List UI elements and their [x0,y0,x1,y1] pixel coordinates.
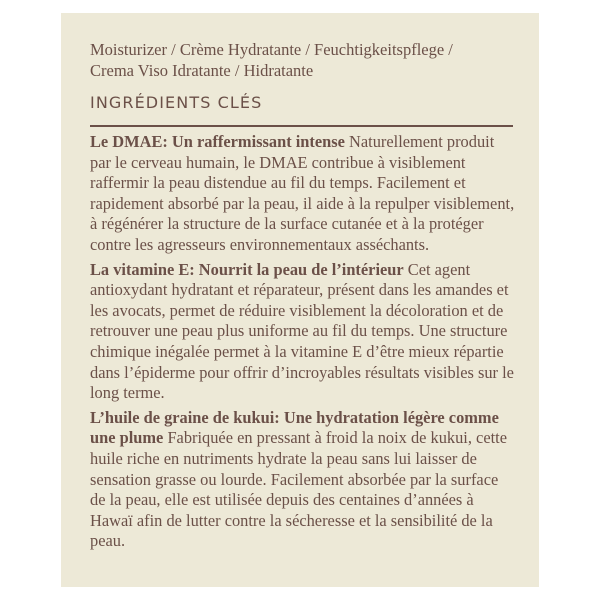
ingredient-dmae [90,132,516,256]
ingredient-title: Le DMAE: Un raffermissant intense [90,132,345,151]
ingredient-description: Fabriquée en pressant à froid la noix de kukui, cette huile riche en nutriments hydrate la peau sans lui laisser de sensation grasse ou lourde. Facilement absorbée par la surface de la peau, elle est utilisée depuis des centaines d’années à Hawaï afin de lutter contre la sécheresse et la sensibilité de la peau. [90,428,507,551]
ingredient-title: L’huile de graine de kukui: Une hydratation légère comme une plume [90,407,499,448]
product-names [90,39,520,81]
section-heading: INGRÉDIENTS CLÉS [90,93,263,112]
ingredient-description: Naturellement produit par le cerveau humain, le DMAE contribue à visiblement raffermir la peau distendue au fil du temps. Facilement et rapidement absorbé par la peau, il aide à la repulper visiblement, à régénérer la structure de la surface cutanée et à la protéger contre les agresseurs environnementaux asséchants. [90,132,515,254]
package-panel [61,13,539,587]
product-names-line-2: Crema Viso Idratante / Hidratante [90,61,314,80]
ingredients-list [90,132,516,556]
ingredient-kukui-oil [90,408,516,552]
heading-divider [90,125,513,127]
ingredient-vitamin-e [90,260,516,404]
ingredient-title: La vitamine E: Nourrit la peau de l’intérieur [90,259,404,279]
product-names-line-1: Moisturizer / Crème Hydratante / Feuchtigkeitspflege / [90,40,453,59]
ingredient-description: Cet agent antioxydant hydratant et réparateur, présent dans les amandes et les avocats, permet de réduire visiblement la décoloration et de retrouver une peau plus uniforme au fil du temps. Une structure chimique inégalée permet à la vitamine E d’être mieux répartie dans l’épiderme pour offrir d’incroyables résultats visibles sur le long terme. [90,259,514,403]
